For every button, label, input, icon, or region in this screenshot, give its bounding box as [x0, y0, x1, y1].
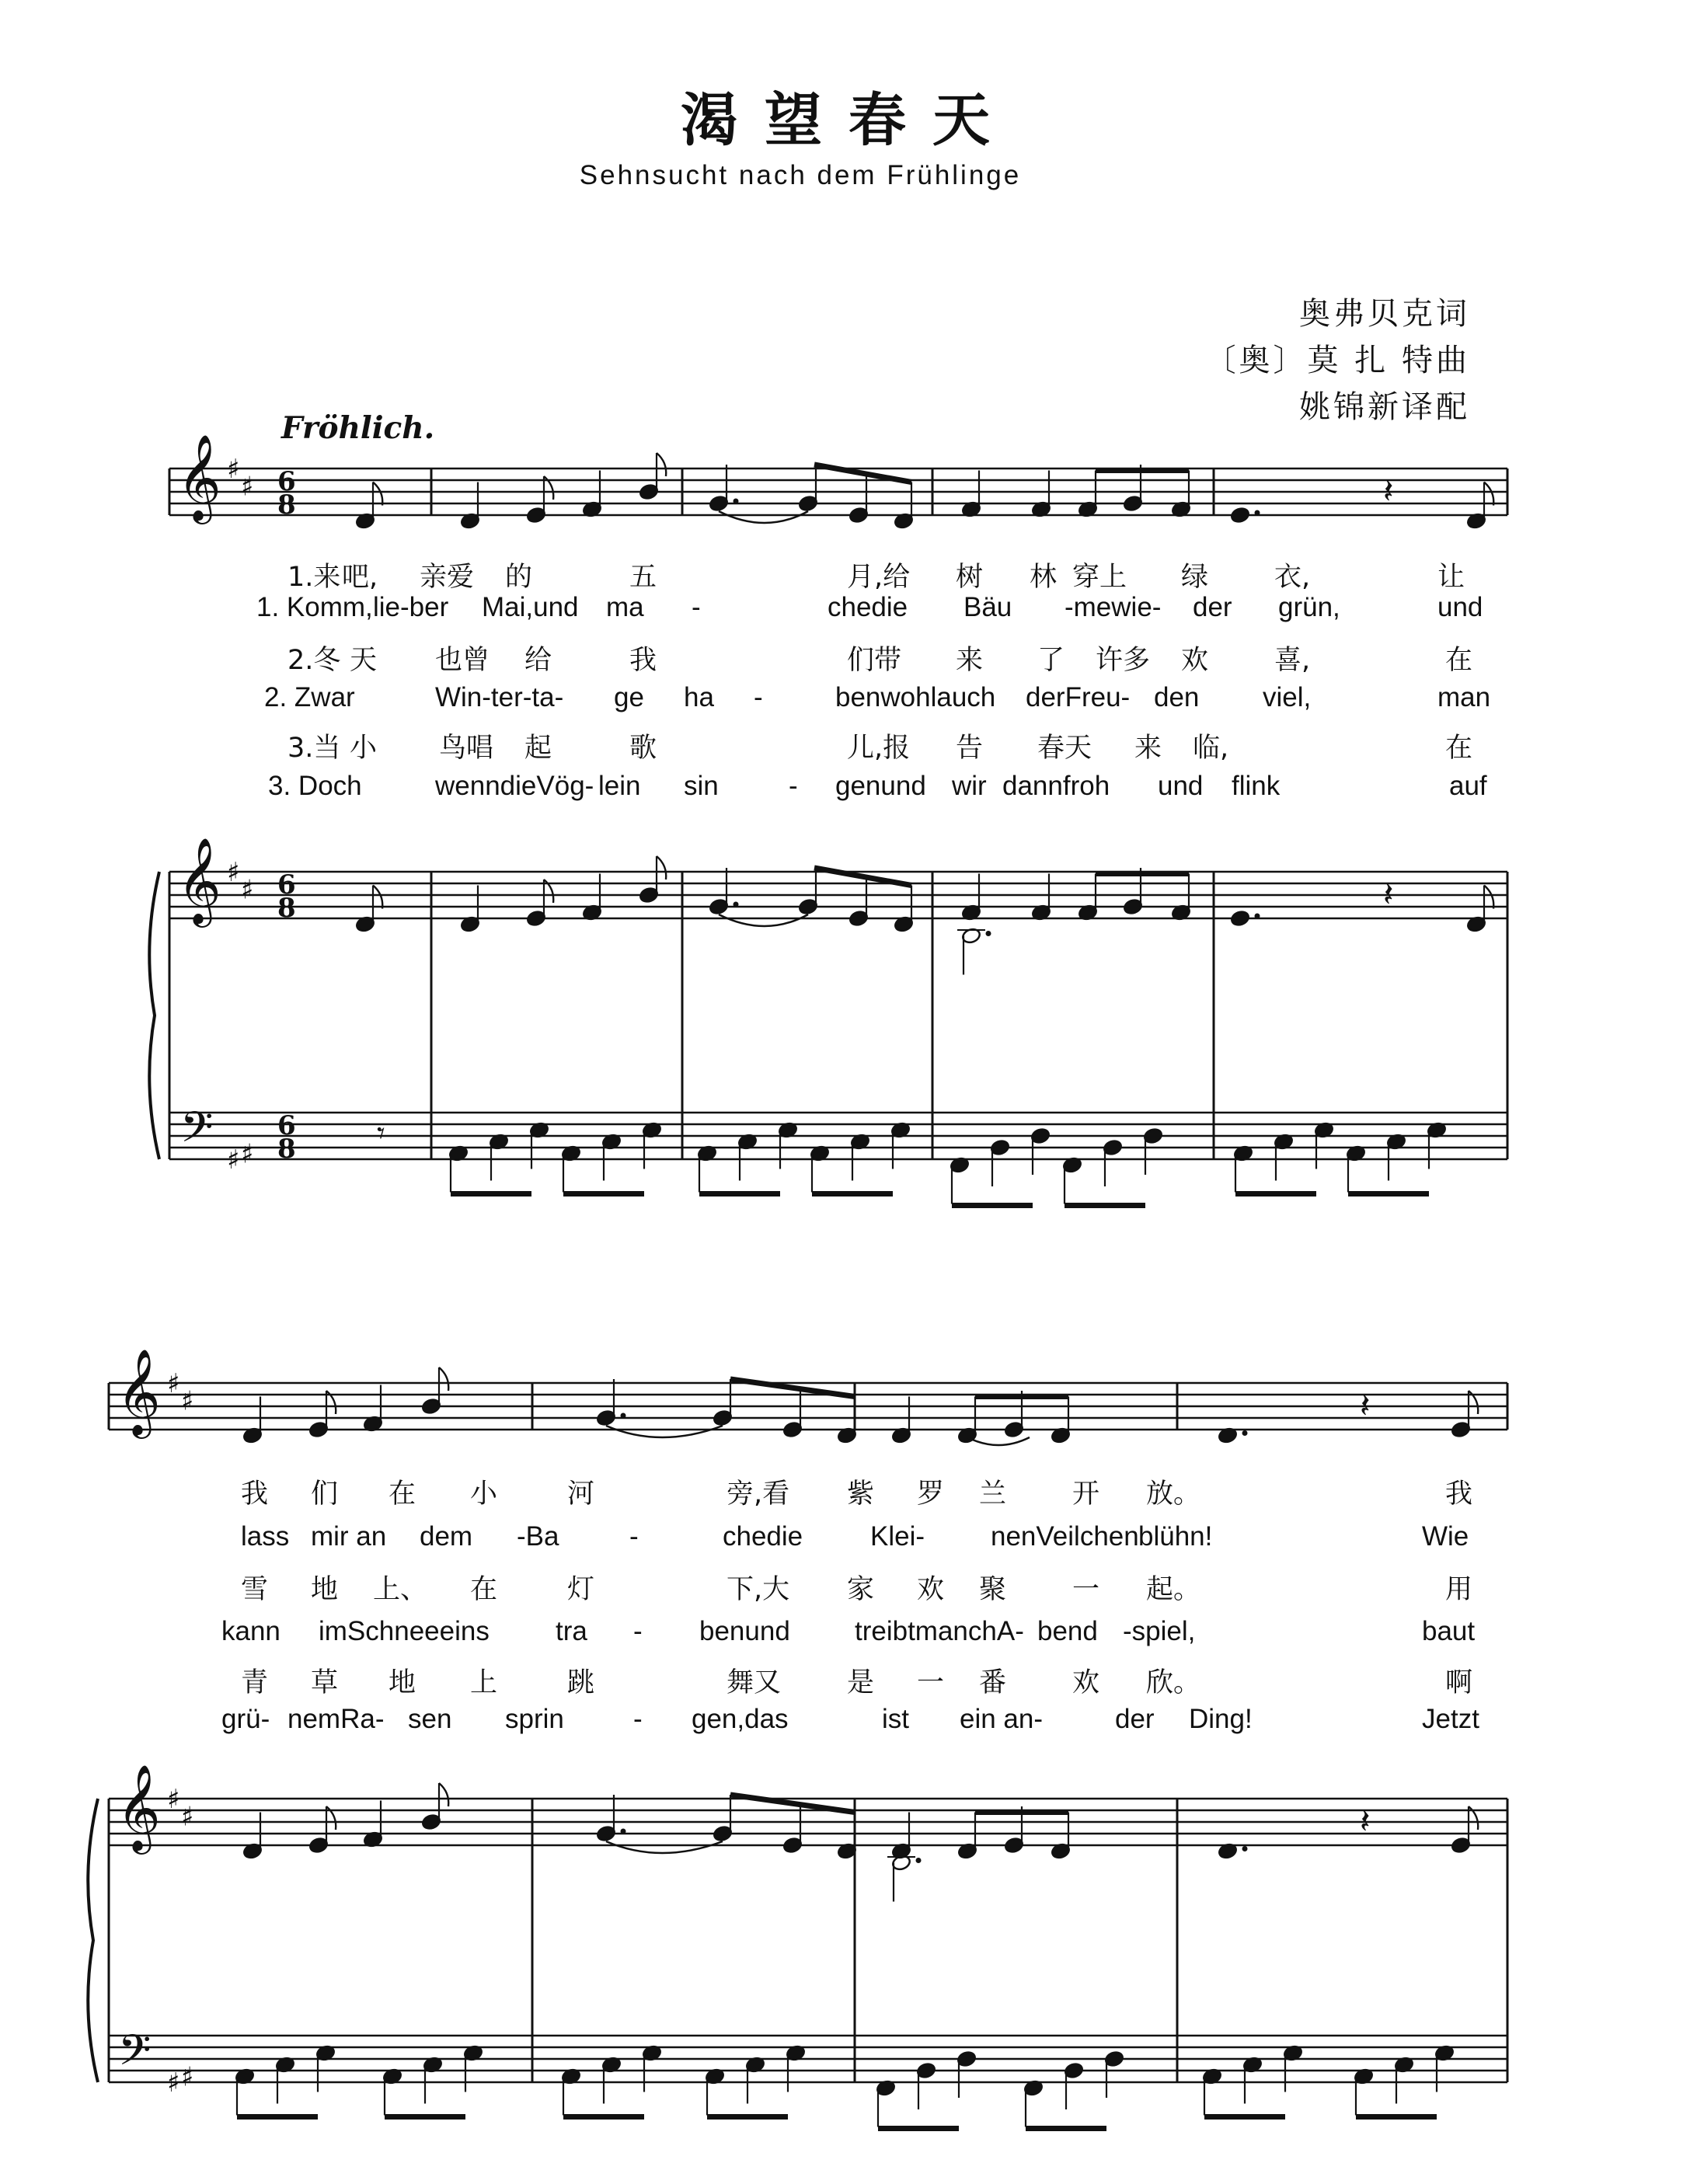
system2-lyric-line1-syllable: 河: [567, 1479, 595, 1510]
system1-lyric-line5-syllable: 小: [350, 733, 378, 764]
system2-lyric-line3-syllable: 家: [847, 1574, 875, 1605]
treble-clef-icon: 𝄞: [177, 434, 221, 521]
notehead: [1230, 507, 1250, 524]
system2-lyric-line1-syllable: 在: [389, 1479, 416, 1510]
system1-lyric-line4-syllable: man: [1437, 682, 1491, 712]
system2-lyric-line4-syllable: -spiel,: [1123, 1616, 1196, 1646]
sharp-icon: ♯: [181, 2061, 194, 2093]
system2-lyric-line3-syllable: 聚: [979, 1574, 1007, 1605]
system2-lyric-line5-syllable: 啊: [1445, 1667, 1473, 1698]
system1-lyric-line6-syllable: auf: [1449, 771, 1487, 801]
sharp-icon: ♯: [167, 1368, 180, 1399]
system2-lyric-line2-syllable: chedie: [723, 1521, 803, 1552]
notehead: [1230, 910, 1250, 928]
system2-lyric-line4-syllable: tra: [556, 1616, 587, 1646]
note-flag: [373, 886, 382, 909]
system2-lyric-line3-syllable: 雪: [241, 1574, 269, 1605]
system1-lyric-line2-syllable: chedie: [828, 592, 908, 622]
system1-lyric-line5-syllable: 起: [524, 733, 552, 764]
tempo-marking: Fröhlich.: [281, 410, 435, 446]
system1-lyric-line3-syllable: 喜,: [1274, 645, 1311, 676]
system2-lyric-line5-syllable: 舞又: [727, 1667, 782, 1698]
system1-lyric-line5-syllable: 在: [1445, 733, 1473, 764]
note-flag: [439, 1783, 448, 1806]
system2-lyric-line2-syllable: -: [629, 1521, 639, 1552]
system2-lyric-line3-syllable: 欢: [917, 1574, 945, 1605]
composer-credit: 〔奥〕莫 扎 特曲: [1204, 343, 1470, 378]
treble-clef-icon: 𝄞: [117, 1348, 161, 1435]
system2-lyric-line6-syllable: nemRa-: [287, 1704, 385, 1734]
time-sig-bottom: 8: [277, 893, 296, 924]
quarter-rest-icon: 𝄽: [1360, 1802, 1371, 1841]
lyricist-credit: 奥弗贝克词: [1299, 296, 1470, 332]
system1-lyric-line6-syllable: lein: [598, 771, 641, 801]
time-sig-top: 6: [277, 1110, 296, 1141]
treble-clef-icon: 𝄞: [117, 1764, 161, 1851]
translator-credit: 姚锦新译配: [1299, 389, 1470, 425]
system2-lyric-line2-syllable: Wie: [1422, 1521, 1469, 1552]
dot: [986, 931, 991, 936]
system2-lyric-line1-syllable: 旁,看: [727, 1479, 790, 1510]
system2-lyric-line1-syllable: 兰: [979, 1479, 1007, 1510]
system1-lyric-line1-syllable: 吧,: [342, 562, 378, 593]
system1-lyric-line4-syllable: Win-ter-ta-: [435, 682, 564, 712]
system2-lyric-line2-syllable: lass: [241, 1521, 290, 1552]
system1-lyric-line5-syllable: 临,: [1193, 733, 1229, 764]
system2-lyric-line4-syllable: treibtmanchA-: [855, 1616, 1024, 1646]
dot: [621, 1829, 626, 1834]
dot: [734, 499, 739, 504]
system1-lyric-line1-syllable: 月,给: [847, 562, 911, 593]
slur: [967, 1437, 1030, 1445]
sharp-icon: ♯: [241, 471, 254, 503]
system1-lyric-line2-syllable: -: [692, 592, 701, 622]
system1-lyric-line5-syllable: 歌: [629, 733, 657, 764]
system2-lyric-line4-syllable: imSchneeeins: [319, 1616, 490, 1646]
system2-lyric-line6-syllable: gen,das: [692, 1704, 789, 1734]
system1-lyric-line2-syllable: der: [1193, 592, 1232, 622]
system1-lyric-line6-syllable: sin: [684, 771, 719, 801]
system2-lyric-line3-syllable: 起。: [1146, 1574, 1201, 1605]
tie: [606, 1426, 723, 1437]
system1-lyric-line5-syllable: 告: [956, 733, 984, 764]
system2-lyric-line5-syllable: 跳: [567, 1667, 595, 1698]
system2-lyric-line2-syllable: nenVeilchen: [991, 1521, 1139, 1552]
system2-lyric-line5-syllable: 上: [470, 1667, 498, 1698]
system1-lyric-line3-syllable: 我: [629, 645, 657, 676]
system2-lyric-line5-syllable: 地: [389, 1667, 416, 1698]
system1-lyric-line2-syllable: 1. Komm,: [256, 592, 373, 622]
dot: [1242, 1430, 1248, 1436]
system1-lyric-line6-syllable: und: [1158, 771, 1204, 801]
system1-lyric-line3-syllable: 天: [350, 645, 378, 676]
sharp-icon: ♯: [241, 1138, 254, 1170]
system2-lyric-line5-syllable: 欣。: [1146, 1667, 1201, 1698]
note-flag: [1484, 886, 1493, 909]
system2-lyric-line4-syllable: -: [633, 1616, 643, 1646]
system2-lyric-line5-syllable: 一: [917, 1667, 945, 1698]
system2-lyric-line5-syllable: 欢: [1072, 1667, 1100, 1698]
time-sig-bottom: 8: [277, 489, 296, 521]
system2-lyric-line3-syllable: 一: [1072, 1574, 1100, 1605]
system1-lyric-line4-syllable: 2. Zwar: [264, 682, 355, 712]
system1-lyric-line4-syllable: -: [754, 682, 763, 712]
system1-lyric-line2-syllable: grün,: [1278, 592, 1340, 622]
dot: [734, 902, 739, 907]
page-title: 渴望春天: [681, 87, 1016, 154]
system2-lyric-line6-syllable: -: [633, 1704, 643, 1734]
system1-lyric-line1-syllable: 穿上: [1072, 562, 1127, 593]
tie: [606, 1841, 723, 1853]
dot: [1242, 1846, 1248, 1851]
system2-lyric-line1-syllable: 开: [1072, 1479, 1100, 1510]
system2-lyric-line2-syllable: blühn!: [1138, 1521, 1213, 1552]
system1-lyric-line3-syllable: 给: [524, 645, 552, 676]
system1-lyric-line6-syllable: genund: [835, 771, 926, 801]
system1-lyric-line5-syllable: 来: [1134, 733, 1162, 764]
system2-lyric-line6-syllable: ein an-: [960, 1704, 1044, 1734]
time-sig-top: 6: [277, 466, 296, 497]
system1-lyric-line4-syllable: ha: [684, 682, 714, 712]
system2-lyric-line2-syllable: dem: [420, 1521, 473, 1552]
system2-lyric-line1-syllable: 我: [241, 1479, 269, 1510]
system1-lyric-line2-syllable: -mewie-: [1065, 592, 1162, 622]
system1-lyric-line2-syllable: Bäu: [963, 592, 1012, 622]
sharp-icon: ♯: [181, 1385, 194, 1417]
system1-lyric-line4-syllable: ge: [614, 682, 644, 712]
system2-lyric-line5-syllable: 番: [979, 1667, 1007, 1698]
system2-lyric-line6-syllable: der: [1115, 1704, 1155, 1734]
system2-lyric-line1-syllable: 小: [470, 1479, 498, 1510]
dot: [1255, 510, 1260, 516]
system2-lyric-line3-syllable: 下,大: [727, 1574, 790, 1605]
page-subtitle: Sehnsucht nach dem Frühlinge: [579, 160, 1022, 190]
tie: [719, 511, 808, 523]
system1-lyric-line1-syllable: 亲爱: [420, 562, 475, 593]
system1-lyric-line4-syllable: viel,: [1263, 682, 1312, 712]
system1-lyric-line6-syllable: wenndieVög-: [435, 771, 594, 801]
system1-lyric-line3-syllable: 欢: [1181, 645, 1209, 676]
system1-lyric-line3-syllable: 也曾: [435, 645, 490, 676]
system1-lyric-line3-syllable: 许多: [1096, 645, 1151, 676]
sharp-icon: ♯: [227, 857, 240, 888]
note-flag: [373, 482, 382, 506]
system2-lyric-line4-syllable: bend: [1037, 1616, 1098, 1646]
note-flag: [657, 856, 666, 880]
system1-lyric-line5-syllable: 3.当: [287, 733, 341, 764]
system2-lyric-line3-syllable: 用: [1445, 1574, 1473, 1605]
system1-lyric-line2-syllable: Mai,und: [482, 592, 579, 622]
system1-lyric-line6-syllable: flink: [1232, 771, 1281, 801]
system2-lyric-line1-syllable: 放。: [1146, 1479, 1201, 1510]
system1-lyric-line4-syllable: derFreu-: [1026, 682, 1131, 712]
dot: [1255, 914, 1260, 919]
system2-lyric-line1-syllable: 们: [311, 1479, 339, 1510]
system1-lyric-line3-syllable: 在: [1445, 645, 1473, 676]
system2-lyric-line5-syllable: 青: [241, 1667, 269, 1698]
piano-brace: [149, 872, 159, 1159]
system1-lyric-line2-syllable: ma: [606, 592, 644, 622]
time-sig-bottom: 8: [277, 1134, 296, 1165]
sharp-icon: ♯: [227, 454, 240, 485]
system2-lyric-line6-syllable: ist: [882, 1704, 909, 1734]
system2-lyric-line5-syllable: 是: [847, 1667, 875, 1698]
system1-lyric-line6-syllable: dannfroh: [1002, 771, 1110, 801]
treble-clef-icon: 𝄞: [177, 837, 221, 924]
system1-lyric-line1-syllable: 衣,: [1274, 562, 1311, 593]
system1-lyric-line6-syllable: -: [789, 771, 798, 801]
system1-lyric-line3-syllable: 了: [1037, 645, 1065, 676]
system1-lyric-line2-syllable: lie-ber: [373, 592, 449, 622]
system1-lyric-line3-syllable: 来: [956, 645, 984, 676]
note-flag: [439, 1367, 448, 1391]
note-flag: [657, 453, 666, 476]
dot: [621, 1413, 626, 1419]
system2-lyric-line6-syllable: Jetzt: [1422, 1704, 1479, 1734]
system2-lyric-line6-syllable: grü-: [221, 1704, 270, 1734]
system1-lyric-line1-syllable: 的: [505, 562, 533, 593]
system2-lyric-line3-syllable: 上、: [373, 1574, 428, 1605]
note-flag: [1484, 482, 1493, 506]
system1-lyric-line1-syllable: 林: [1030, 562, 1058, 593]
system1-lyric-line1-syllable: 让: [1437, 562, 1465, 593]
system2-lyric-line6-syllable: Ding!: [1189, 1704, 1253, 1734]
system2-lyric-line3-syllable: 灯: [567, 1574, 595, 1605]
system1-lyric-line3-syllable: 2.冬: [287, 645, 341, 676]
system2-lyric-line3-syllable: 在: [470, 1574, 498, 1605]
system2-lyric-line3-syllable: 地: [311, 1574, 339, 1605]
bass-clef-icon: 𝄢: [180, 1102, 214, 1162]
system1-lyric-line4-syllable: benwohlauch: [835, 682, 996, 712]
system2-lyric-line6-syllable: sprin: [505, 1704, 564, 1734]
system1-lyric-line5-syllable: 春天: [1037, 733, 1092, 764]
time-sig-top: 6: [277, 869, 296, 900]
sharp-icon: ♯: [227, 1144, 240, 1176]
bass-clef-icon: 𝄢: [118, 2026, 152, 2085]
quarter-rest-icon: 𝄽: [1383, 875, 1394, 914]
quarter-rest-icon: 𝄽: [1360, 1386, 1371, 1426]
sharp-icon: ♯: [241, 874, 254, 906]
piano-brace: [88, 1799, 98, 2082]
system1-lyric-line5-syllable: 鸟唱: [439, 733, 494, 764]
sharp-icon: ♯: [167, 2067, 180, 2099]
eighth-rest-icon: 𝄾: [377, 1116, 385, 1151]
system2-lyric-line1-syllable: 罗: [917, 1479, 945, 1510]
system2-lyric-line2-syllable: Klei-: [870, 1521, 925, 1552]
system1-lyric-line5-syllable: 儿,报: [847, 733, 911, 764]
tie: [719, 914, 808, 926]
system2-lyric-line4-syllable: kann: [221, 1616, 281, 1646]
system1-lyric-line3-syllable: 们带: [847, 645, 902, 676]
sharp-icon: ♯: [181, 1801, 194, 1833]
system2-lyric-line1-syllable: 我: [1445, 1479, 1473, 1510]
system2-lyric-line1-syllable: 紫: [847, 1479, 875, 1510]
sharp-icon: ♯: [167, 1784, 180, 1815]
system2-lyric-line6-syllable: sen: [408, 1704, 452, 1734]
system2-lyric-line2-syllable: -Ba: [517, 1521, 559, 1552]
system1-lyric-line6-syllable: 3. Doch: [268, 771, 362, 801]
system2-lyric-line2-syllable: mir an: [311, 1521, 387, 1552]
system1-lyric-line6-syllable: wir: [952, 771, 987, 801]
system1-lyric-line1-syllable: 树: [956, 562, 984, 593]
system2-lyric-line4-syllable: benund: [699, 1616, 790, 1646]
system1-lyric-line2-syllable: und: [1437, 592, 1483, 622]
system1-lyric-line4-syllable: den: [1154, 682, 1200, 712]
system1-lyric-line1-syllable: 五: [629, 562, 657, 593]
system1-lyric-line1-syllable: 1.来: [287, 562, 341, 593]
dot: [916, 1858, 922, 1863]
system2-lyric-line5-syllable: 草: [311, 1667, 339, 1698]
quarter-rest-icon: 𝄽: [1383, 472, 1394, 511]
system2-lyric-line4-syllable: baut: [1422, 1616, 1476, 1646]
system1-lyric-line1-syllable: 绿: [1181, 562, 1209, 593]
